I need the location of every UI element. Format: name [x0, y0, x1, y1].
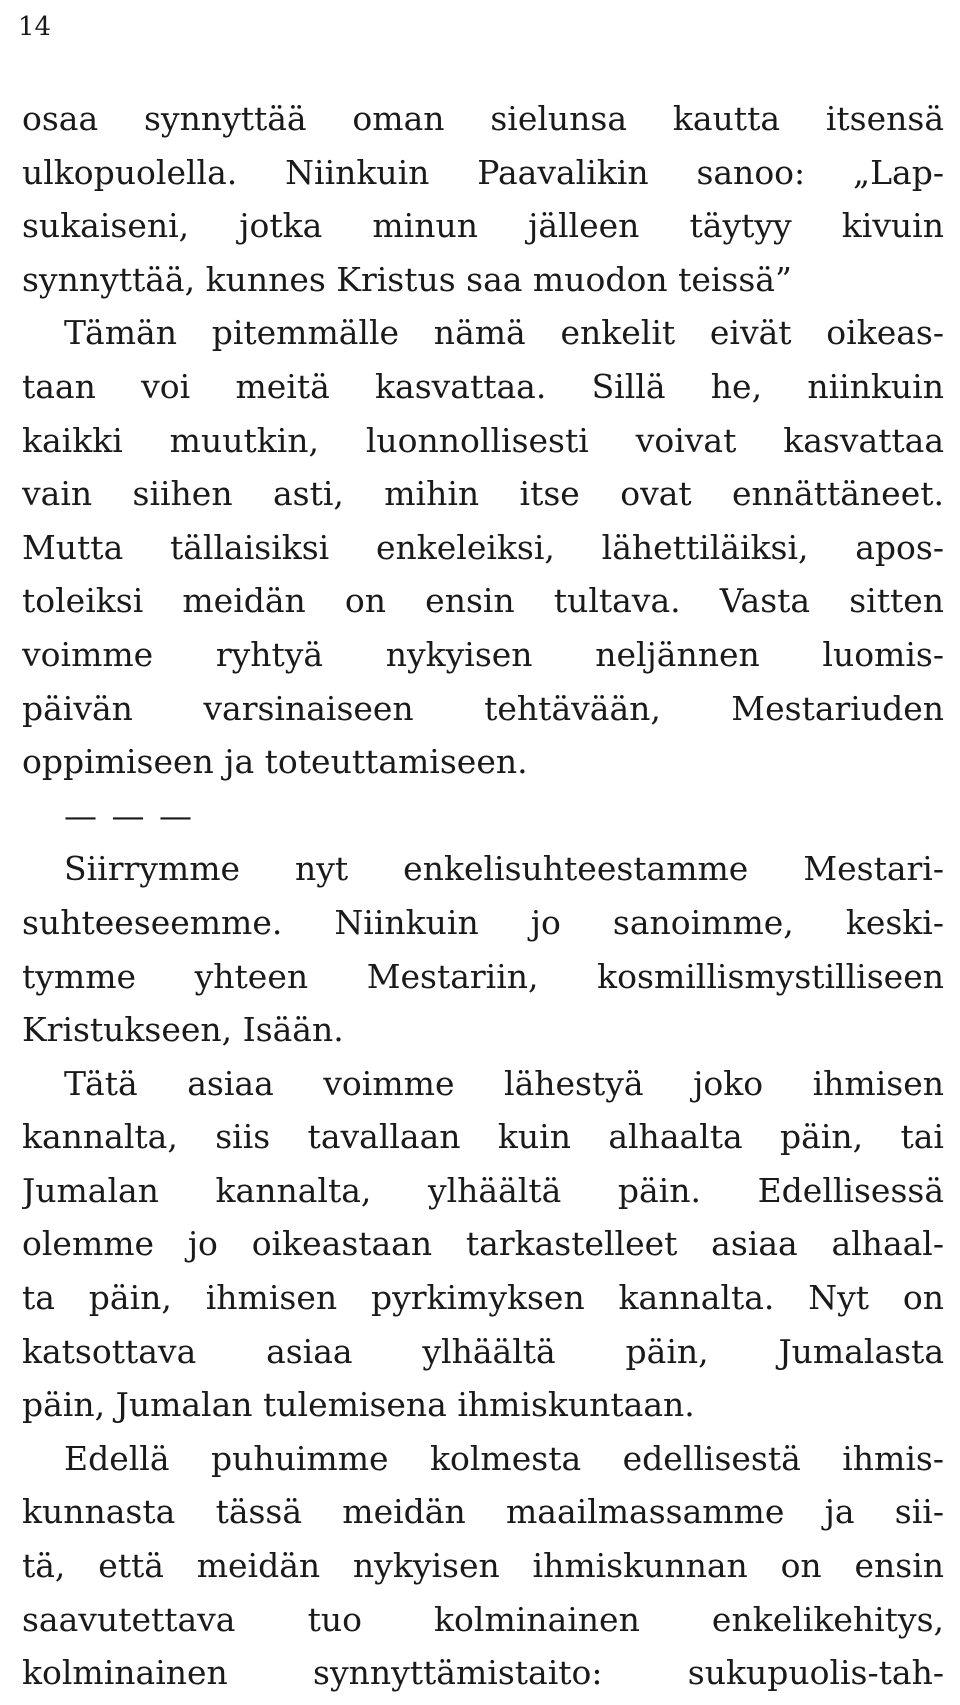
text-line: kunnasta tässä meidän maailmassamme ja sii-	[22, 1492, 944, 1532]
text-line: Jumalan kannalta, ylhäältä päin. Edellisessä	[22, 1170, 944, 1210]
text-line: kaikki muutkin, luonnollisesti voivat kasvattaa	[22, 420, 944, 460]
paragraph-group-one	[22, 92, 944, 789]
text-line: voimme ryhtyä nykyisen neljännen luomis-	[22, 634, 944, 674]
text-line: Edellä puhuimme kolmesta edellisestä ihmis-	[64, 1438, 944, 1478]
text-line: ta päin, ihmisen pyrkimyksen kannalta. Nyt on	[22, 1278, 944, 1318]
text-line: päivän varsinaiseen tehtävään, Mestariuden	[22, 688, 944, 728]
text-line: päin, Jumalan tulemisena ihmiskuntaan.	[22, 1385, 695, 1425]
text-line: Mutta tällaisiksi enkeleiksi, lähettiläiksi, apos-	[22, 527, 944, 567]
text-line: ulkopuolella. Niinkuin Paavalikin sanoo: „Lap-	[22, 152, 944, 192]
text-line: tä, että meidän nykyisen ihmiskunnan on ensin	[22, 1546, 944, 1586]
text-line: synnyttää, kunnes Kristus saa muodon teissä”	[22, 259, 792, 299]
text-line: Tämän pitemmälle nämä enkelit eivät oikeas-	[64, 313, 944, 353]
text-line: katsottava asiaa ylhäältä päin, Jumalasta	[22, 1331, 944, 1371]
text-line: taan voi meitä kasvattaa. Sillä he, niinkuin	[22, 366, 944, 406]
text-line: kannalta, siis tavallaan kuin alhaalta päin, tai	[22, 1117, 944, 1157]
text-line: Tätä asiaa voimme lähestyä joko ihmisen	[64, 1063, 944, 1103]
page-number: 14	[18, 12, 52, 42]
body-text	[22, 92, 944, 1700]
text-line: Kristukseen, Isään.	[22, 1010, 344, 1050]
text-line: kolminainen synnyttämistaito: sukupuolis-tah-	[22, 1653, 944, 1693]
text-line: saavutettava tuo kolminainen enkelikehitys,	[22, 1599, 944, 1639]
text-line: Siirrymme nyt enkelisuhteestamme Mestari-	[64, 849, 944, 889]
text-line: tymme yhteen Mestariin, kosmillismystilliseen	[22, 956, 944, 996]
text-line: oppimiseen ja toteuttamiseen.	[22, 742, 528, 782]
text-line: toleiksi meidän on ensin tultava. Vasta sitten	[22, 581, 944, 621]
text-line: suhteeseemme. Niinkuin jo sanoimme, keski-	[22, 902, 944, 942]
text-line: sukaiseni, jotka minun jälleen täytyy kivuin	[22, 206, 944, 246]
paragraph-group-two	[22, 842, 944, 1700]
section-separator: — — —	[64, 795, 194, 835]
text-line: osaa synnyttää oman sielunsa kautta itsensä	[22, 99, 944, 138]
text-line: olemme jo oikeastaan tarkastelleet asiaa alhaal-	[22, 1224, 944, 1264]
text-line: vain siihen asti, mihin itse ovat ennättäneet.	[22, 474, 944, 514]
